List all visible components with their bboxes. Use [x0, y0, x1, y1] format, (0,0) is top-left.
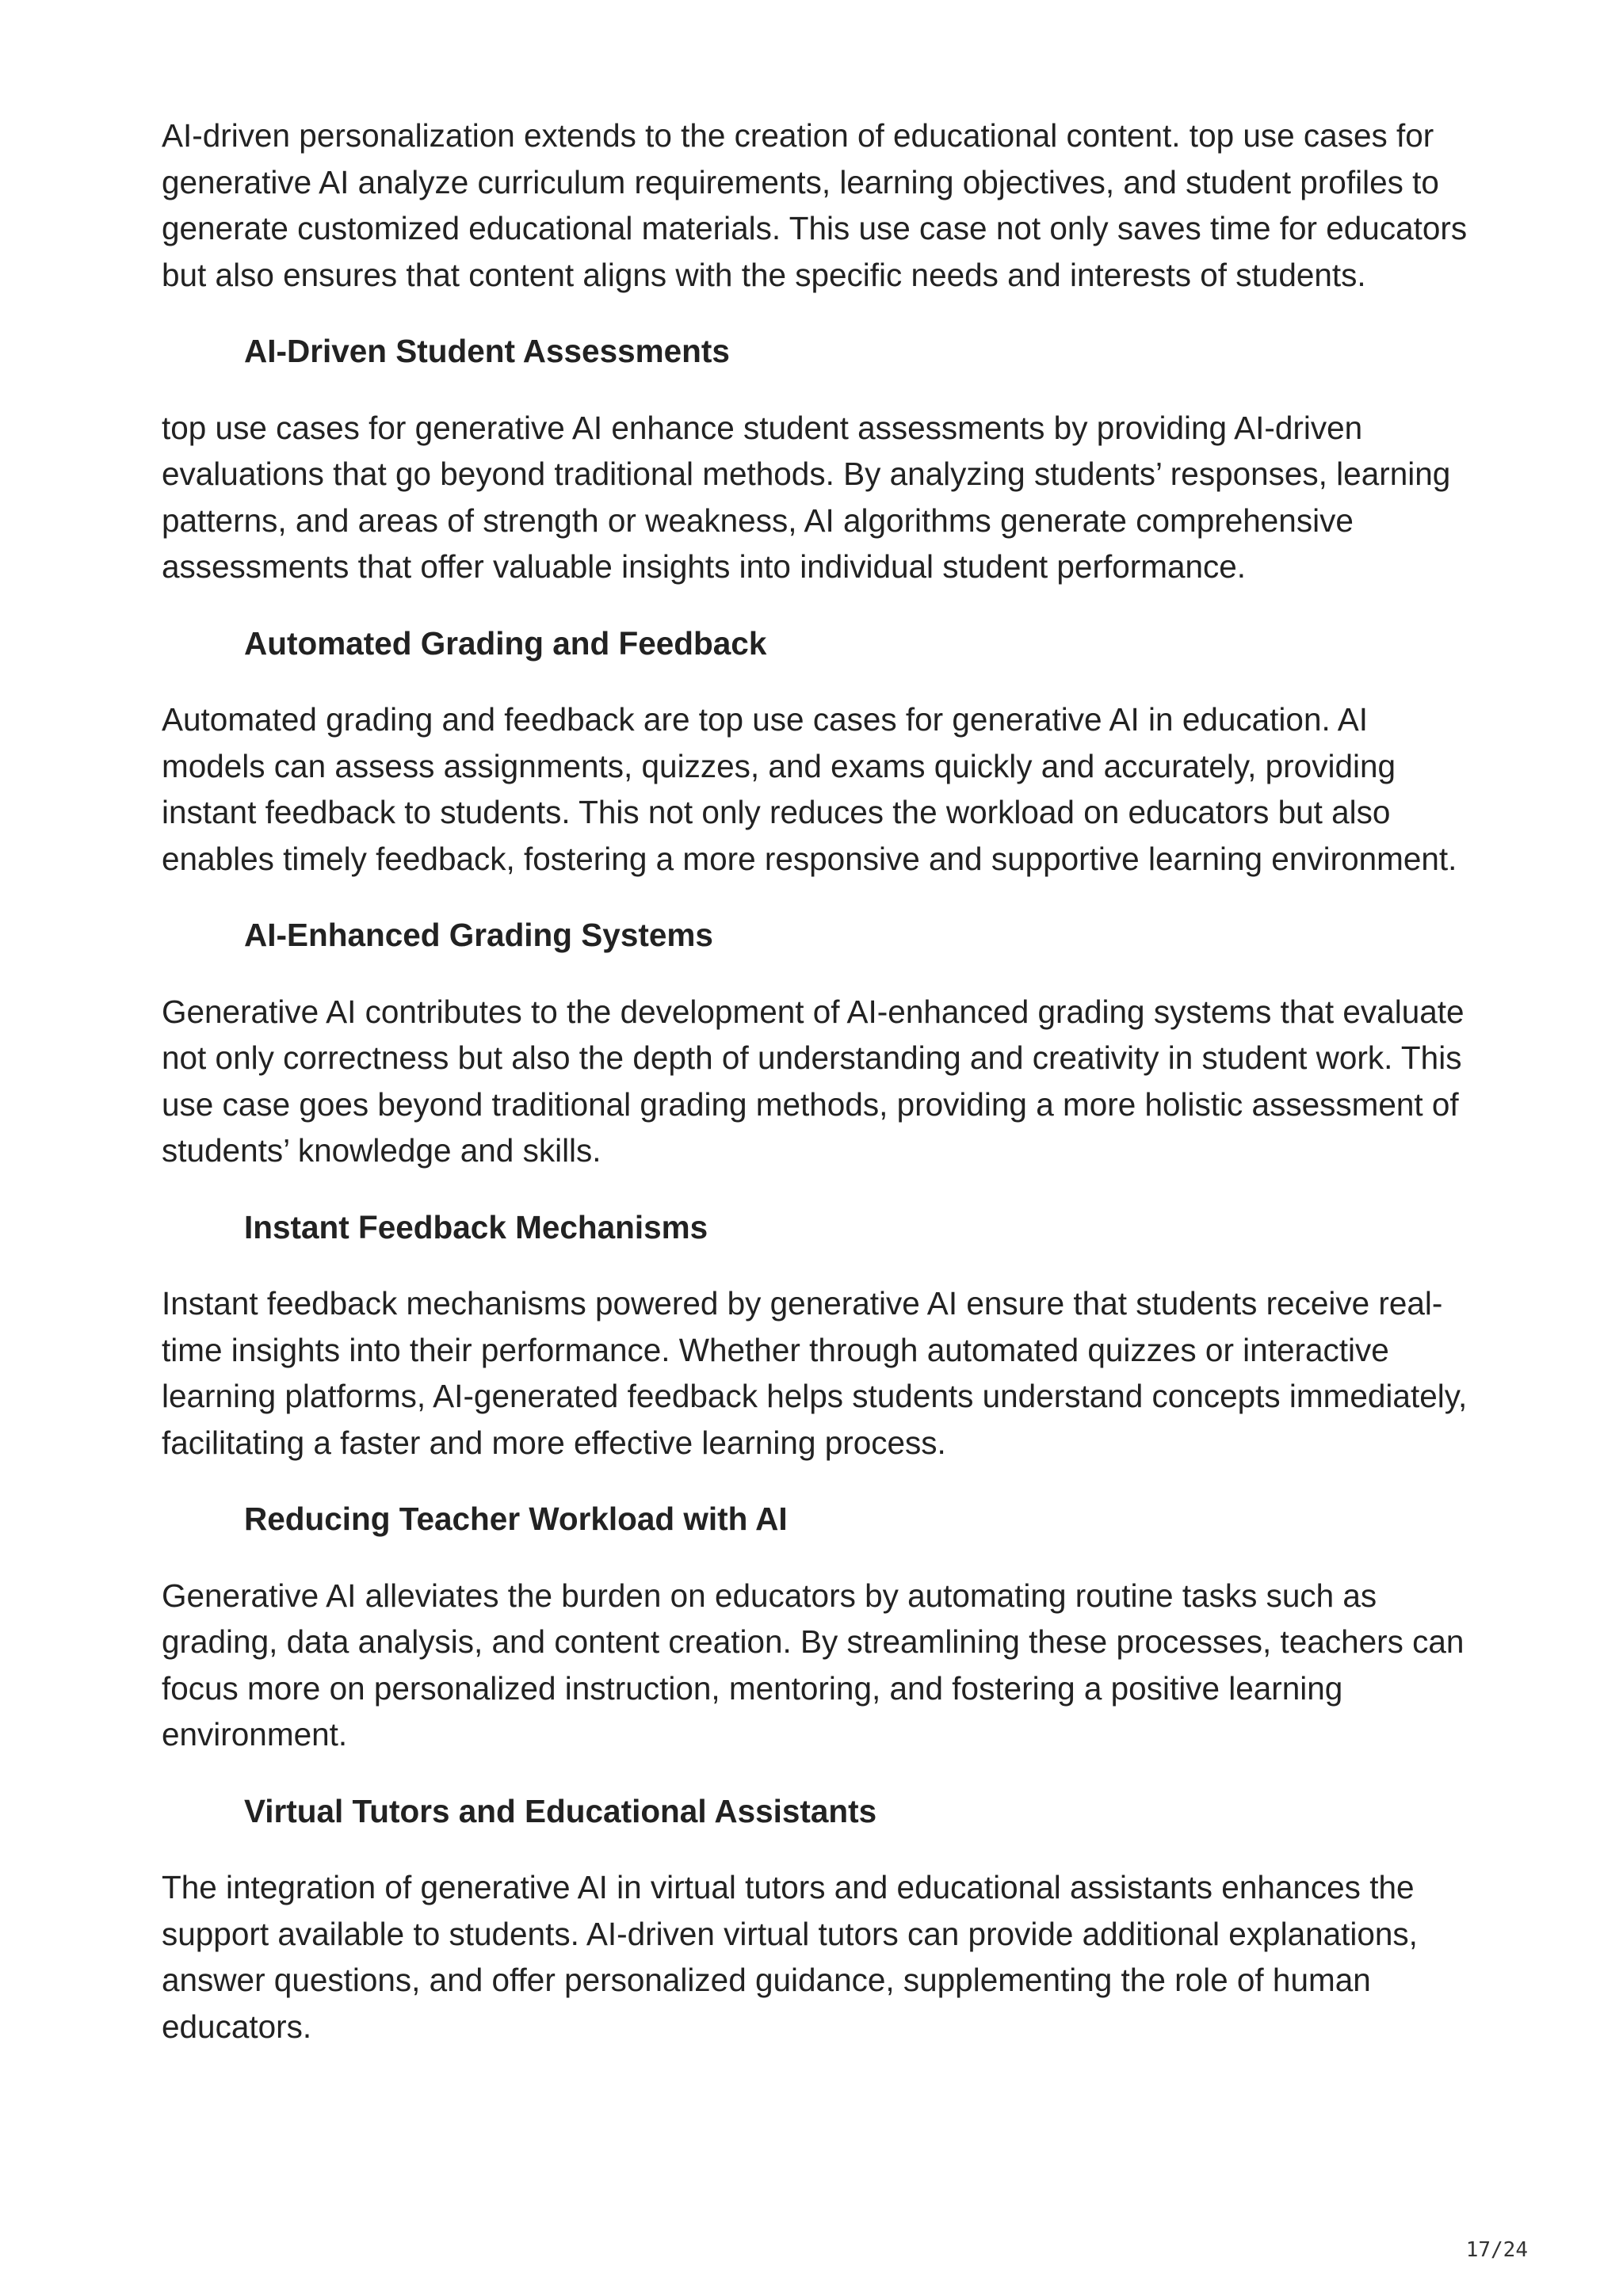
section-paragraph-ai-enhanced-grading-systems: Generative AI contributes to the development of AI-enhanced grading systems that evaluate not only correctness but also the depth of understanding and creativity in student work. This use case goes beyond traditional grading methods, providing a more holistic assessment of students’ knowledge and skills.: [162, 993, 1465, 1169]
document-page: [162, 113, 1477, 2050]
section-heading-automated-grading-and-feedback: Automated Grading and Feedback: [244, 624, 767, 662]
section-heading-instant-feedback-mechanisms: Instant Feedback Mechanisms: [244, 1208, 708, 1245]
section-paragraph-ai-driven-student-assessments: top use cases for generative AI enhance student assessments by providing AI-driven evaluations that go beyond traditional methods. By analyzing students’ responses, learning patterns, and areas of strength or weakness, AI algorithms generate comprehensive assessments that offer valuable insights into individual student performance.: [162, 409, 1451, 585]
section-heading-ai-driven-student-assessments: AI-Driven Student Assessments: [244, 333, 730, 369]
section-paragraph-instant-feedback-mechanisms: Instant feedback mechanisms powered by generative AI ensure that students receive real-time insights into their performance. Whether through automated quizzes or interactive learning platforms, AI-generated feedback helps students understand concepts immediately, facilitating a faster and more effective learning process.: [162, 1285, 1468, 1461]
section-paragraph-automated-grading-and-feedback: Automated grading and feedback are top use cases for generative AI in education. AI models can assess assignments, quizzes, and exams quickly and accurately, providing instant feedback to students. This not only reduces the workload on educators but also enables timely feedback, fostering a more responsive and supportive learning environment.: [162, 701, 1457, 877]
section-paragraph-reducing-teacher-workload: Generative AI alleviates the burden on educators by automating routine tasks such as grading, data analysis, and content creation. By streamlining these processes, teachers can focus more on personalized instruction, mentoring, and fostering a positive learning environment.: [162, 1577, 1465, 1753]
section-heading-reducing-teacher-workload: Reducing Teacher Workload with AI: [244, 1501, 788, 1537]
section-heading-virtual-tutors: Virtual Tutors and Educational Assistants: [244, 1792, 877, 1829]
section-heading-ai-enhanced-grading-systems: AI-Enhanced Grading Systems: [244, 917, 713, 953]
intro-paragraph: AI-driven personalization extends to the creation of educational content. top use cases for generative AI analyze curriculum requirements, learning objectives, and student profiles to generate customized educational materials. This use case not only saves time for educators but also ensures that content aligns with the specific needs and interests of students.: [162, 117, 1468, 293]
page-number: 17/24: [1465, 2238, 1528, 2262]
section-paragraph-virtual-tutors: The integration of generative AI in virtual tutors and educational assistants enhances the support available to students. AI-driven virtual tutors can provide additional explanations, answer questions, and offer personalized guidance, supplementing the role of human educators.: [162, 1869, 1418, 2045]
